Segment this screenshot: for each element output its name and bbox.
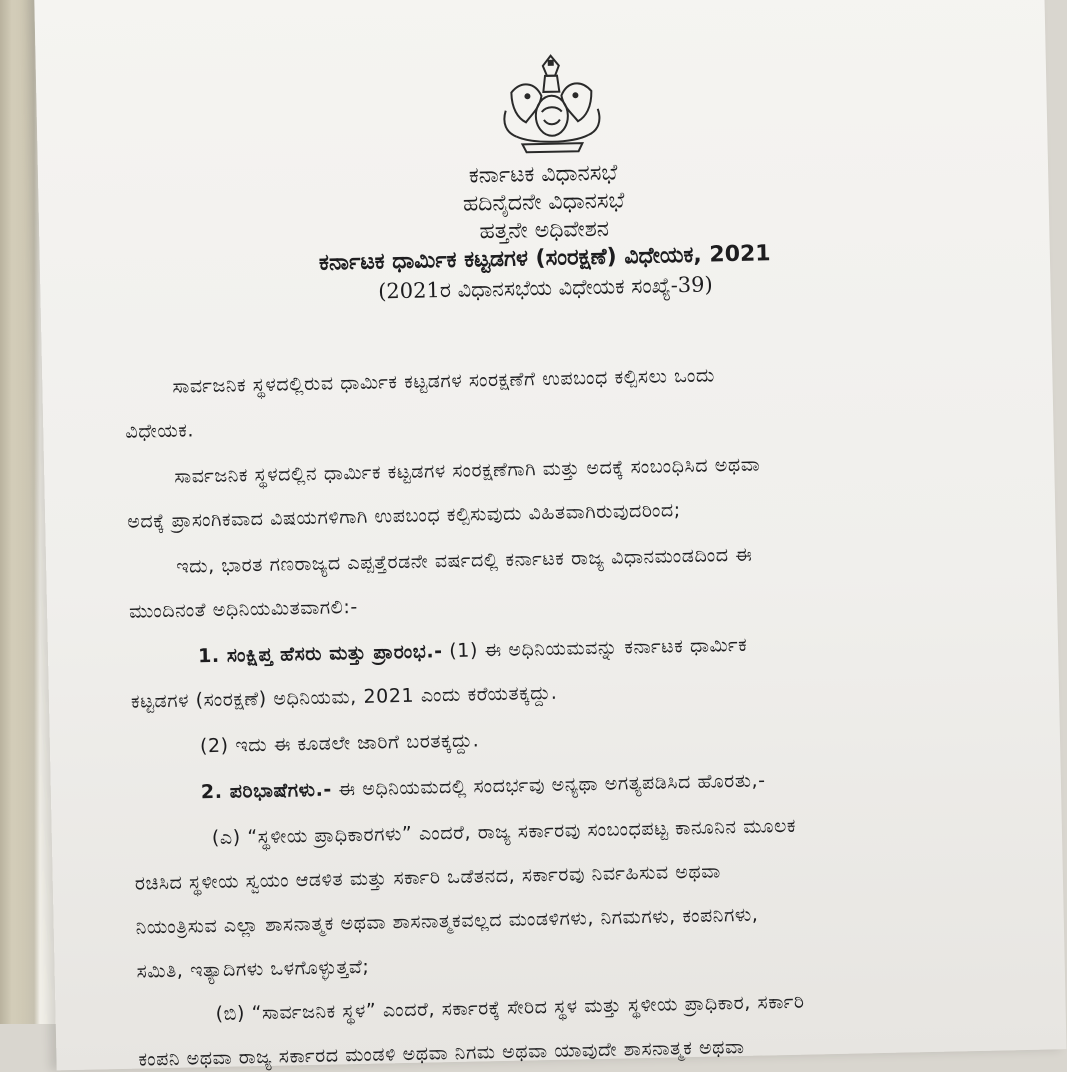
purpose-line-1: ಸಾರ್ವಜನಿಕ ಸ್ಥಳದಲ್ಲಿರುವ ಧಾರ್ಮಿಕ ಕಟ್ಟಡಗಳ ಸಂರಕ್ಷಣೆಗೆ ಉಪಬಂಧ ಕಲ್ಪಿಸಲು ಒಂದು xyxy=(172,364,716,398)
document-page xyxy=(34,0,1066,1070)
definition-a-line-1: (ಎ) “ಸ್ಥಳೀಯ ಪ್ರಾಧಿಕಾರಗಳು” ಎಂದರೆ, ರಾಜ್ಯ ಸರ್ಕಾರವು ಸಂಬಂಧಪಟ್ಟ ಕಾನೂನಿನ ಮೂಲಕ xyxy=(211,814,797,850)
section-2-text: ಈ ಅಧಿನಿಯಮದಲ್ಲಿ ಸಂದರ್ಭವು ಅನ್ಯಥಾ ಅಗತ್ಯಪಡಿಸಿದ ಹೊರತು,- xyxy=(331,769,766,801)
definition-b-line-1: (ಬಿ) “ಸಾರ್ವಜನಿಕ ಸ್ಥಳ” ಎಂದರೆ, ಸರ್ಕಾರಕ್ಕೆ ಸೇರಿದ ಸ್ಥಳ ಮತ್ತು ಸ್ಥಳೀಯ ಪ್ರಾಧಿಕಾರ, ಸರ್ಕಾರಿ xyxy=(215,990,805,1025)
bill-title: ಕರ್ನಾಟಕ ಧಾರ್ಮಿಕ ಕಟ್ಟಡಗಳ (ಸಂರಕ್ಷಣೆ) ವಿಧೇಯಕ, 2021 xyxy=(318,241,771,276)
section-2-line-1 xyxy=(201,769,766,803)
assembly-name: ಕರ್ನಾಟಕ ವಿಧಾನಸಭೆ xyxy=(468,160,618,189)
section-1-line-1 xyxy=(198,634,748,667)
definition-b-line-2: ಕಂಪನಿ ಅಥವಾ ರಾಜ್ಯ ಸರ್ಕಾರದ ಮಂಡಳಿ ಅಥವಾ ನಿಗಮ ಅಥವಾ ಯಾವುದೇ ಶಾಸನಾತ್ಮಕ ಅಥವಾ xyxy=(138,1035,745,1071)
section-2-heading: 2. ಪರಿಭಾಷೆಗಳು.- xyxy=(200,778,333,804)
enactment-line-1: ಇದು, ಭಾರತ ಗಣರಾಜ್ಯದ ಎಪ್ಪತ್ತೆರಡನೇ ವರ್ಷದಲ್ಲಿ ಕರ್ನಾಟಕ ರಾಜ್ಯ ವಿಧಾನಮಂಡದಿಂದ ಈ xyxy=(175,543,753,578)
session-name: ಹತ್ತನೇ ಅಧಿವೇಶನ xyxy=(479,216,610,245)
section-1-text: (1) ಈ ಅಧಿನಿಯಮವನ್ನು ಕರ್ನಾಟಕ ಧಾರ್ಮಿಕ xyxy=(442,633,748,663)
purpose-line-2: ವಿಧೇಯಕ. xyxy=(125,419,195,443)
bill-number: (2021ರ ವಿಧಾನಸಭೆಯ ವಿಧೇಯಕ ಸಂಖ್ಯೆ-39) xyxy=(377,272,713,304)
karnataka-emblem-icon xyxy=(491,51,613,163)
assembly-term: ಹದಿನೈದನೇ ವಿಧಾನಸಭೆ xyxy=(462,188,625,217)
section-1-line-2: ಕಟ್ಟಡಗಳ (ಸಂರಕ್ಷಣೆ) ಅಧಿನಿಯಮ, 2021 ಎಂದು ಕರೆಯತಕ್ಕದ್ದು. xyxy=(130,681,558,713)
definition-a-line-2: ರಚಿಸಿದ ಸ್ಥಳೀಯ ಸ್ವಯಂ ಆಡಳಿತ ಮತ್ತು ಸರ್ಕಾರಿ ಒಡೆತನದ, ಸರ್ಕಾರವು ನಿರ್ವಹಿಸುವ ಅಥವಾ xyxy=(134,860,722,895)
section-1-heading: 1. ಸಂಕ್ಷಿಪ್ತ ಹೆಸರು ಮತ್ತು ಪ್ರಾರಂಭ.- xyxy=(197,640,443,668)
enactment-line-2: ಮುಂದಿನಂತೆ ಅಧಿನಿಯಮಿತವಾಗಲಿ:- xyxy=(128,595,359,623)
left-edge-shadow xyxy=(0,0,40,1024)
section-1-sub-2: (2) ಇದು ಈ ಕೂಡಲೇ ಜಾರಿಗೆ ಬರತಕ್ಕದ್ದು. xyxy=(199,729,480,758)
definition-a-line-4: ಸಮಿತಿ, ಇತ್ಯಾದಿಗಳು ಒಳಗೊಳ್ಳುತ್ತವೆ; xyxy=(136,955,370,983)
preamble-line-2: ಅದಕ್ಕೆ ಪ್ರಾಸಂಗಿಕವಾದ ವಿಷಯಗಳಿಗಾಗಿ ಉಪಬಂಧ ಕಲ್ಪಿಸುವುದು ವಿಹಿತವಾಗಿರುವುದರಿಂದ; xyxy=(127,499,681,533)
definition-a-line-3: ನಿಯಂತ್ರಿಸುವ ಎಲ್ಲಾ ಶಾಸನಾತ್ಮಕ ಅಥವಾ ಶಾಸನಾತ್ಮಕವಲ್ಲದ ಮಂಡಳಿಗಳು, ನಿಗಮಗಳು, ಕಂಪನಿಗಳು, xyxy=(135,903,759,939)
preamble-line-1: ಸಾರ್ವಜನಿಕ ಸ್ಥಳದಲ್ಲಿನ ಧಾರ್ಮಿಕ ಕಟ್ಟಡಗಳ ಸಂರಕ್ಷಣೆಗಾಗಿ ಮತ್ತು ಅದಕ್ಕೆ ಸಂಬಂಧಿಸಿದ ಅಥವಾ xyxy=(174,453,761,488)
